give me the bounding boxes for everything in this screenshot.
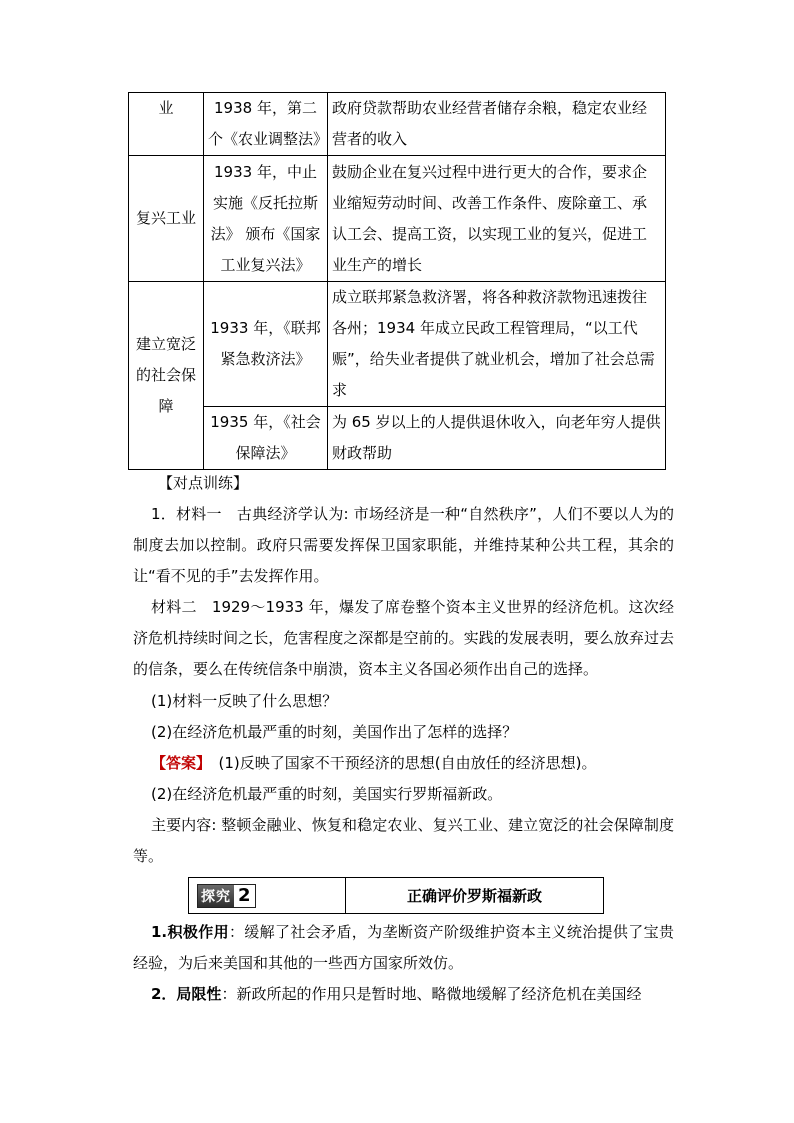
evaluation-point-one-text: ：缓解了社会矛盾，为垄断资产阶级维护资本主义统治提供了宝贵经验，为后来美国和其他的一些西方国家所效仿。 — [133, 923, 674, 972]
evaluation-point-two — [133, 979, 674, 1010]
table-cell-law: 1935 年，《社会保障法》 — [204, 407, 328, 470]
table-cell-description: 政府贷款帮助农业经营者储存余粮，稳定农业经营者的收入 — [328, 93, 666, 156]
material-two-paragraph: 材料二 1929～1933 年，爆发了席卷整个资本主义世界的经济危机。这次经济危机持续时间之长，危害程度之深都是空前的。实践的发展表明，要么放弃过去的信条，要么在传统信条中崩溃，资本主义各国必须作出自己的选择。 — [133, 598, 674, 678]
explore-tag — [197, 884, 256, 908]
table-cell-law: 1933 年，《联邦紧急救济法》 — [204, 282, 328, 407]
explore-tag-number: 2 — [234, 885, 255, 907]
explore-tag-box — [189, 878, 346, 913]
practice-header: 【对点训练】 — [158, 474, 249, 492]
answer-one-text: (1)反映了国家不干预经济的思想(自由放任的经济思想)。 — [203, 754, 597, 772]
table-cell-description: 成立联邦紧急救济署，将各种救济款物迅速拨往各州；1934 年成立民政工程管理局，“以工代赈”，给失业者提供了就业机会，增加了社会总需求 — [328, 282, 666, 407]
evaluation-point-one-label: 1.积极作用 — [151, 923, 229, 941]
question-one: (1)材料一反映了什么思想？ — [151, 692, 338, 710]
material-one-paragraph: 1．材料一 古典经济学认为: 市场经济是一种“自然秩序”，人们不要以人为的制度去加以控制。政府只需要发挥保卫国家职能，并维持某种公共工程，其余的让“看不见的手”去发挥作用。 — [133, 505, 674, 585]
answer-line-three: 主要内容: 整顿金融业、恢复和稳定农业、复兴工业、建立宽泛的社会保障制度等。 — [133, 816, 674, 865]
table-row — [129, 156, 666, 282]
explore-banner — [188, 877, 604, 914]
table-row — [129, 93, 666, 156]
question-two: (2)在经济危机最严重的时刻，美国作出了怎样的选择？ — [151, 723, 518, 741]
table-row — [129, 407, 666, 470]
evaluation-point-two-label: 2．局限性 — [151, 985, 222, 1003]
explore-title: 正确评价罗斯福新政 — [406, 887, 542, 905]
evaluation-point-two-text: ：新政所起的作用只是暂时地、略微地缓解了经济危机在美国经 — [221, 985, 642, 1003]
explore-tag-word: 探究 — [198, 885, 234, 907]
table-cell-category: 业 — [129, 93, 204, 156]
new-deal-measures-table — [128, 92, 666, 470]
table-cell-law: 1938 年，第二个《农业调整法》 — [204, 93, 328, 156]
table-cell-category: 建立宽泛的社会保障 — [129, 282, 204, 470]
table-row — [129, 282, 666, 407]
answer-line-one — [151, 748, 596, 779]
table-cell-law: 1933 年，中止实施《反托拉斯法》 颁布《国家工业复兴法》 — [204, 156, 328, 282]
evaluation-point-one — [133, 917, 674, 979]
answer-line-two: (2)在经济危机最严重的时刻，美国实行罗斯福新政。 — [151, 785, 503, 803]
table-cell-description: 为 65 岁以上的人提供退休收入，向老年穷人提供财政帮助 — [328, 407, 666, 470]
answer-tag: 【答案】 — [151, 754, 204, 772]
table-cell-category: 复兴工业 — [129, 156, 204, 282]
table-cell-description: 鼓励企业在复兴过程中进行更大的合作，要求企业缩短劳动时间、改善工作条件、废除童工、承认工会、提高工资，以实现工业的复兴，促进工业生产的增长 — [328, 156, 666, 282]
